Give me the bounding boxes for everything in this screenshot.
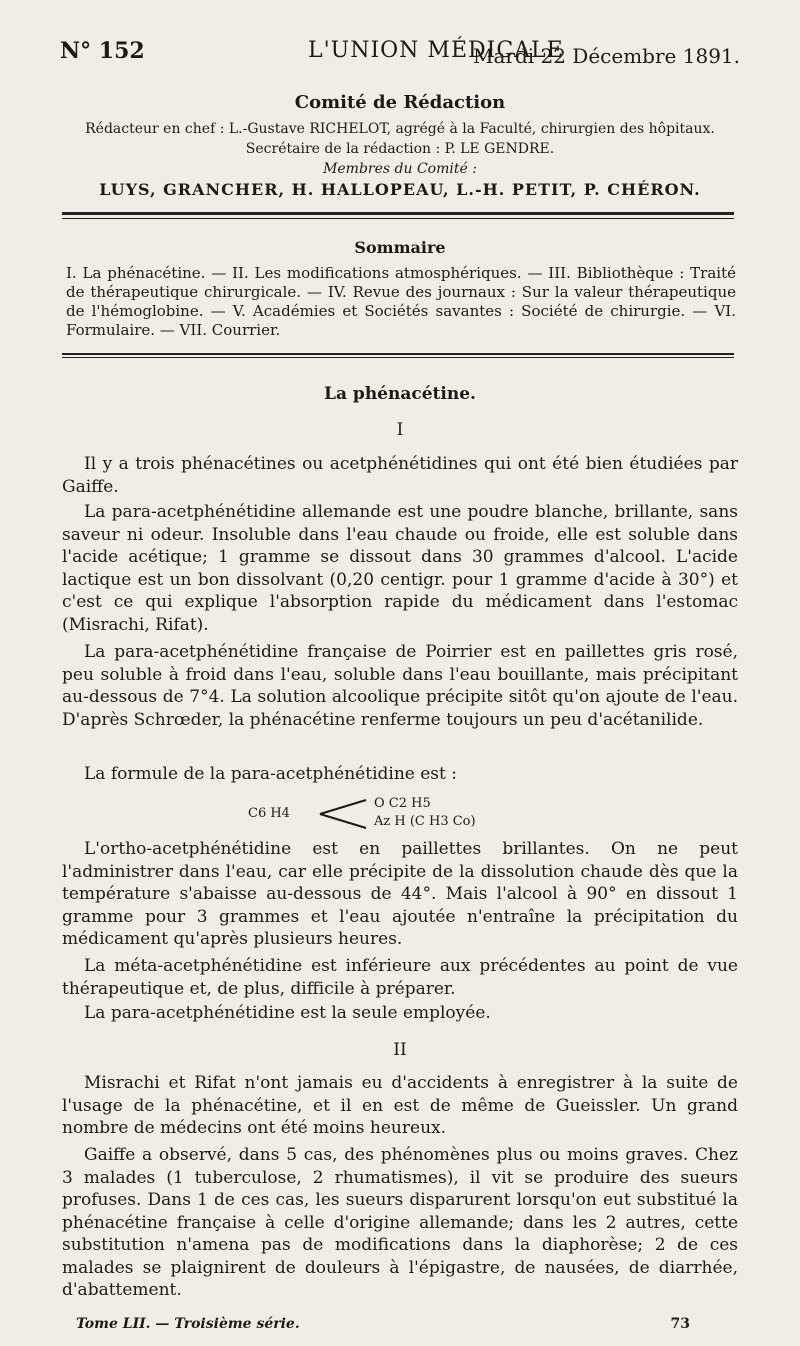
issue-number: N° 152 <box>60 38 145 64</box>
summary-title: Sommaire <box>354 238 446 257</box>
committee-title: Comité de Rédaction <box>294 92 506 113</box>
paragraph: La para-acetphénétidine est la seule employée. <box>84 1003 491 1023</box>
divider <box>62 353 734 355</box>
issue-date: Mardi 22 Décembre 1891. <box>472 44 740 68</box>
page-footer <box>76 1316 690 1332</box>
paragraph: Gaiffe a observé, dans 5 cas, des phénomènes plus ou moins graves. Chez 3 malades (1 tuberculose, 2 rhumatismes), il vit se produire des sueurs profuses. Dans 1 de ces cas, les sueurs disparurent lorsqu'on eut substitué la phénacétine française à celle d'origine allemande; dans les 2 autres, cette substitution n'amena pas de modifications dans la diaphorèse; 2 de ces malades se plaignirent de douleurs à l'épigastre, de nausées, de diarrhée, d'abattement. <box>62 1145 738 1300</box>
paragraph: Il y a trois phénacétines ou acetphénétidines qui ont été bien étudiées par Gaiffe. <box>62 454 738 497</box>
secretary: Secrétaire de la rédaction : P. LE GENDRE. <box>245 141 555 157</box>
article-title: La phénacétine. <box>324 384 476 404</box>
chief-editor: Rédacteur en chef : L.-Gustave RICHELOT, agrégé à la Faculté, chirurgien des hôpitaux. <box>85 121 715 137</box>
chemical-formula <box>248 794 508 834</box>
paragraph: La para-acetphénétidine française de Poirrier est en paillettes gris rosé, peu soluble à froid dans l'eau, soluble dans l'eau bouillante, mais précipitant au-dessous de 7°4. La solution alcoolique précipite sitôt qu'on ajoute de l'eau. D'après Schrœder, la phénacétine renferme toujours un peu d'acétanilide. <box>62 642 738 730</box>
volume-info: Tome LII. — Troisième série. <box>76 1316 300 1332</box>
paragraph: L'ortho-acetphénétidine est en paillettes brillantes. On ne peut l'administrer dans l'eau, car elle précipite de la dissolution chaude dès que la température s'abaisse au-dessous de 44°. Mais l'alcool à 90° en dissout 1 gramme pour 3 grammes et l'eau ajoutée n'entraîne la précipitation du médicament qu'après plusieurs heures. <box>62 839 738 949</box>
paragraph: Misrachi et Rifat n'ont jamais eu d'accidents à enregistrer à la suite de l'usage de la phénacétine, et il en est de même de Gueissler. Un grand nombre de médecins ont été moins heureux. <box>62 1073 738 1138</box>
page-header <box>60 30 740 80</box>
formula-right-bottom: Az H (C H3 Co) <box>374 814 476 829</box>
bracket-icon <box>314 796 370 832</box>
page-number: 73 <box>670 1316 690 1332</box>
paragraph: La formule de la para-acetphénétidine est : <box>84 764 457 784</box>
committee-members: LUYS, GRANCHER, H. HALLOPEAU, L.-H. PETIT, P. CHÉRON. <box>99 180 701 199</box>
paragraph: La para-acetphénétidine allemande est une poudre blanche, brillante, sans saveur ni odeur. Insoluble dans l'eau chaude ou froide, elle est soluble dans l'acide acétique; 1 gramme se dissout dans 30 grammes d'alcool. L'acide lactique est un bon dissolvant (0,20 centigr. pour 1 gramme d'acide à 30°) et c'est ce qui explique l'absorption rapide du médicament dans l'estomac (Misrachi, Rifat). <box>62 502 738 635</box>
formula-right-top: O C2 H5 <box>374 796 431 811</box>
divider <box>62 218 734 219</box>
section-number-2: II <box>393 1040 407 1060</box>
journal-title: L'UNION MÉDICALE <box>308 38 564 63</box>
divider <box>62 212 734 215</box>
paragraph: La méta-acetphénétidine est inférieure aux précédentes au point de vue thérapeutique et, de plus, difficile à préparer. <box>62 956 738 999</box>
divider <box>62 357 734 358</box>
summary-text: I. La phénacétine. — II. Les modifications atmosphériques. — III. Bibliothèque : Traité de thérapeutique chirurgicale. — IV. Revue des journaux : Sur la valeur thérapeutique de l'hémoglobine. — V. Académies et Sociétés savantes : Société de chirurgie. — VI. Formulaire. — VII. Courrier. <box>66 264 736 339</box>
formula-left: C6 H4 <box>248 806 290 821</box>
section-number-1: I <box>396 420 404 440</box>
editorial-committee <box>60 92 740 201</box>
members-label: Membres du Comité : <box>323 161 477 177</box>
